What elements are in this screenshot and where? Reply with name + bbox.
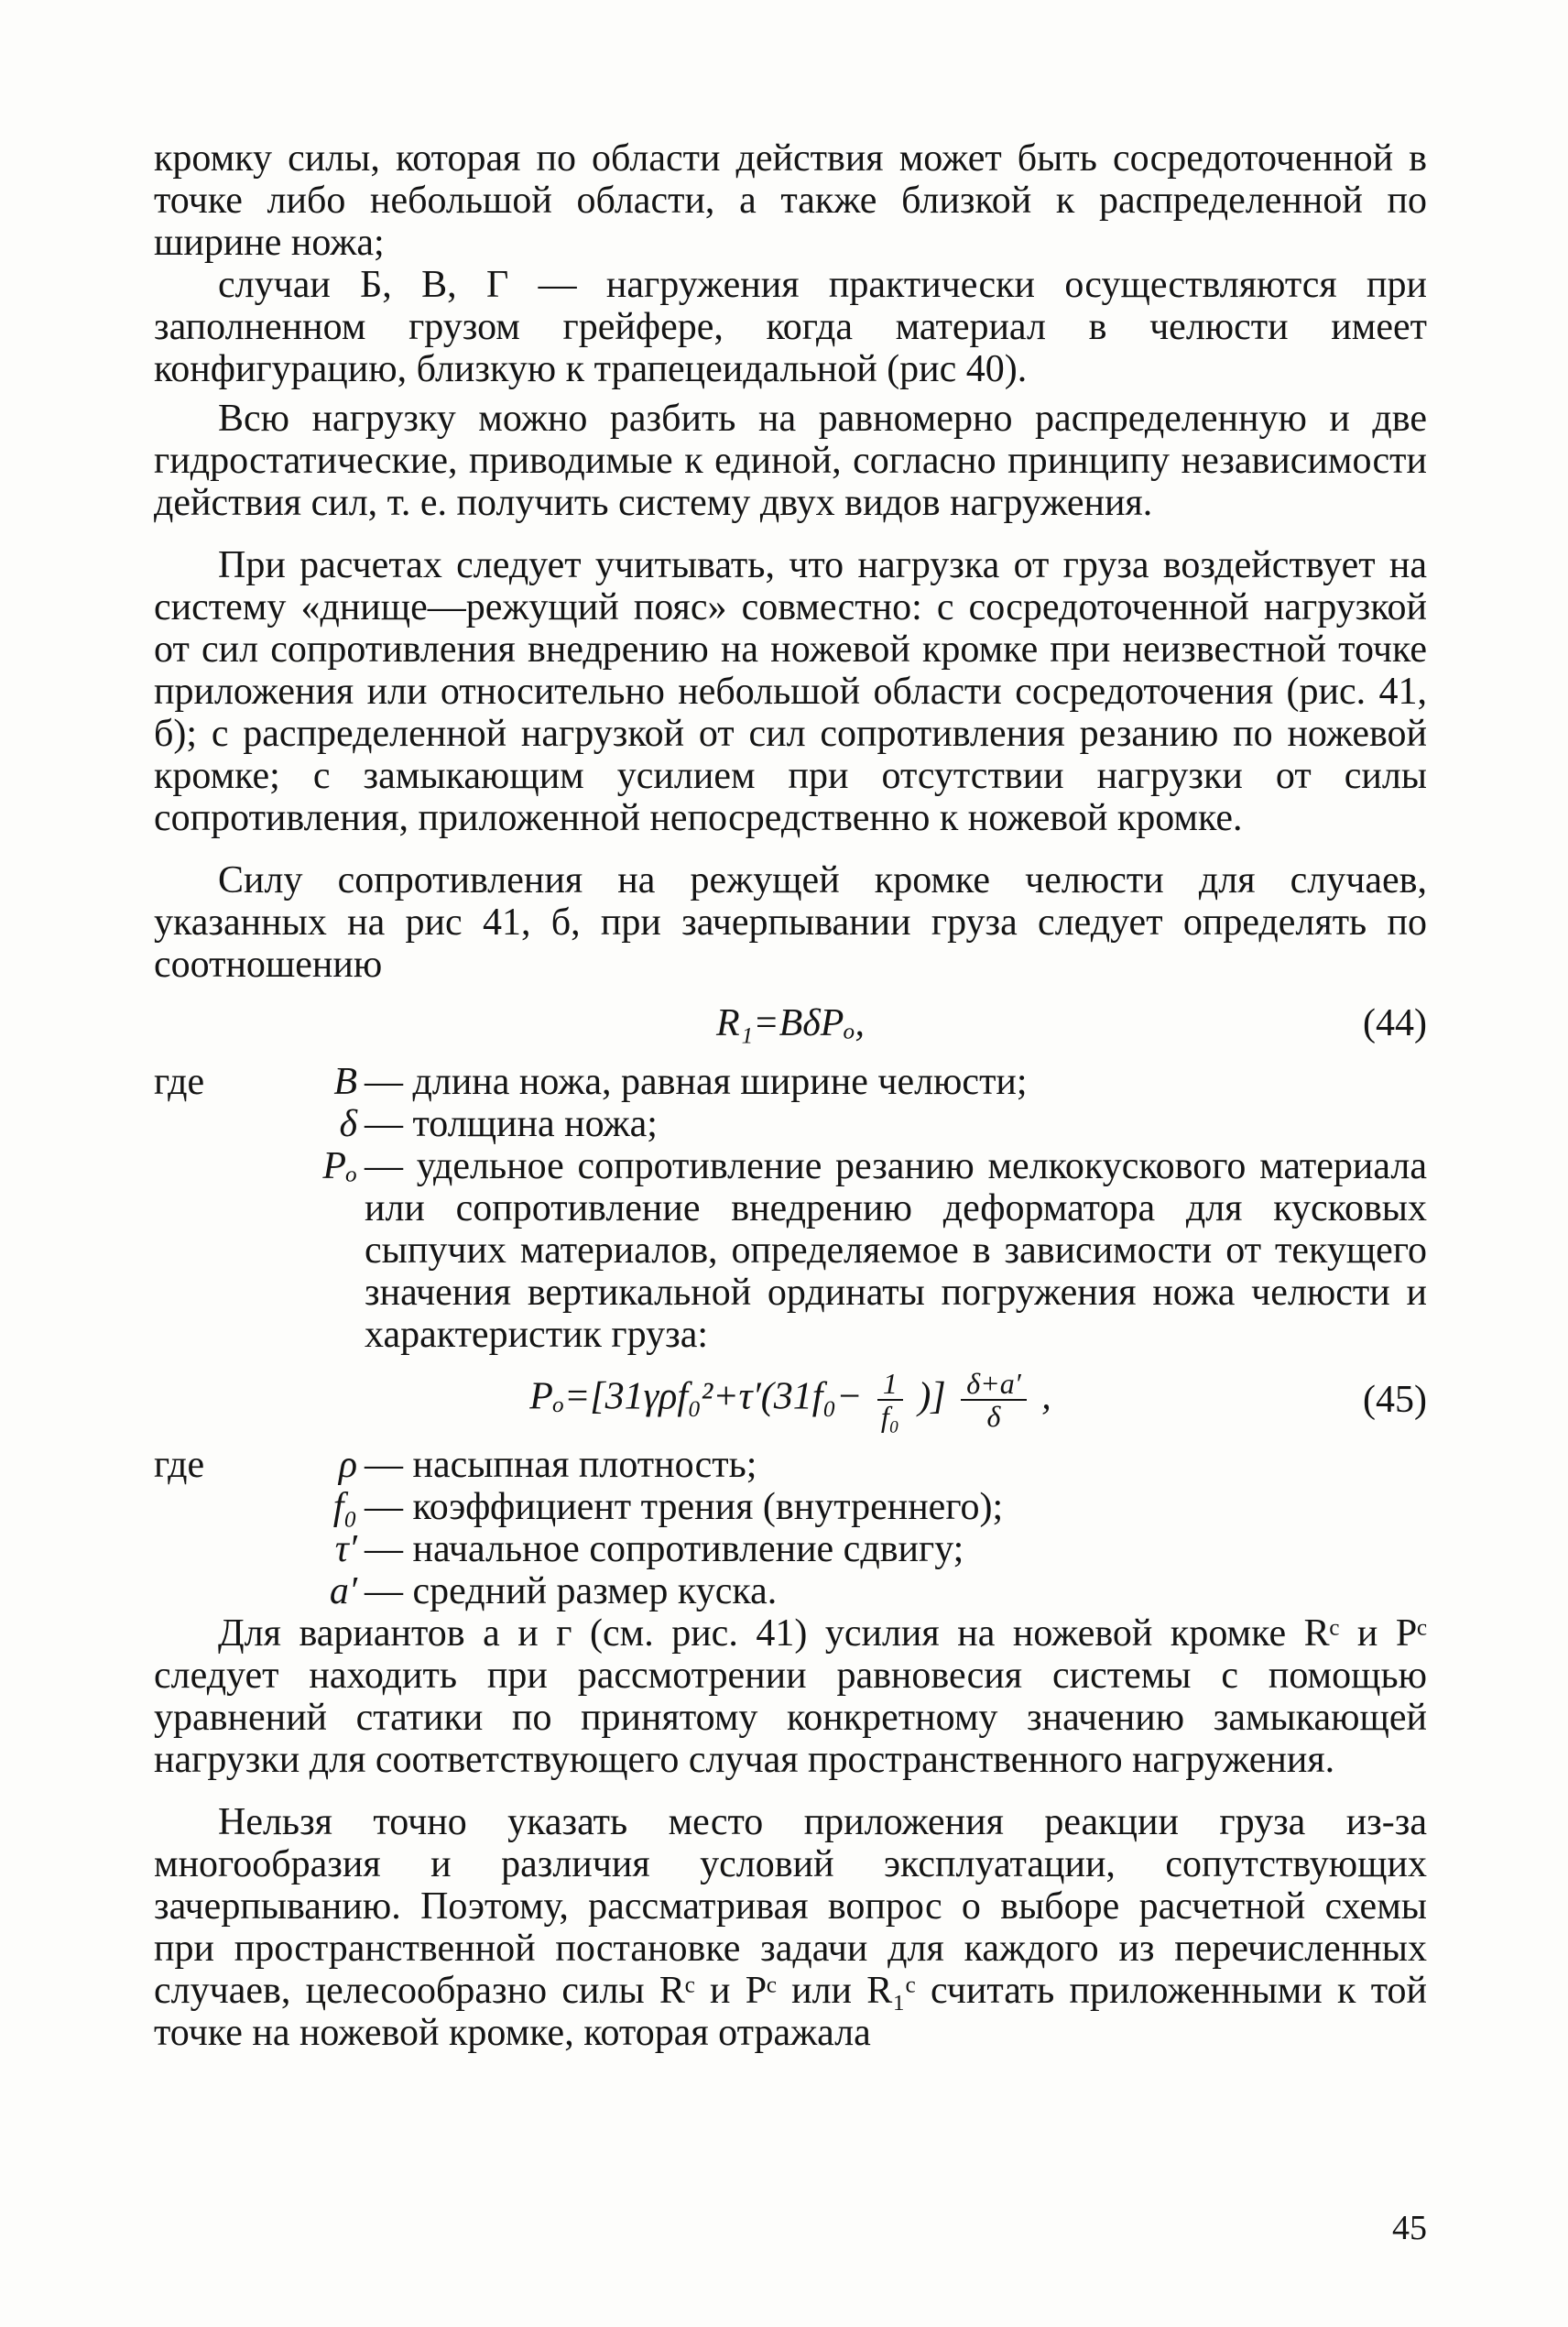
definition-text: — толщина ножа;: [365, 1103, 658, 1145]
definitions-list-2: [154, 1444, 1427, 1612]
definitions-where-label: где: [154, 1444, 205, 1486]
definition-symbol: δ: [339, 1103, 357, 1145]
page-body: [154, 137, 1427, 2054]
definition-text: — насыпная плотность;: [365, 1444, 757, 1486]
definition-symbol: a′: [329, 1570, 357, 1612]
fraction-numerator: 1: [877, 1368, 903, 1401]
paragraph-4: При расчетах следует учитывать, что нагрузка от груза воздействует на систему «днище—режущий пояс» совместно: с сосредоточенной нагрузкой от сил сопротивления внедрению на ножевой кромке при неизвестной точке приложения или относительно небольшой области сосредоточения (рис. 41, б); с распределенной нагрузкой от сил сопротивления резанию по ножевой кромке; с замыкающим усилием при отсутствии нагрузки от силы сопротивления, приложенной непосредственно к ножевой кромке.: [154, 544, 1427, 839]
fraction-denominator: f₀: [880, 1400, 899, 1433]
definition-symbol: B: [333, 1061, 357, 1103]
definition-symbol: ρ: [338, 1444, 357, 1486]
definition-symbol: Pₒ: [322, 1145, 357, 1187]
fraction-denominator: δ: [986, 1400, 1001, 1433]
formula-45-left: Pₒ=[31γρf₀²+τ′(31f₀−: [529, 1375, 863, 1418]
paragraph-5: Силу сопротивления на режущей кромке челюсти для случаев, указанных на рис 41, б, при зачерпывании груза следует определять по соотношению: [154, 859, 1427, 986]
definitions-list-1: [154, 1061, 1427, 1356]
definition-text: — начальное сопротивление сдвигу;: [365, 1528, 964, 1570]
paragraph-6: Для вариантов а и г (см. рис. 41) усилия на ножевой кромке Rᶜ и Pᶜ следует находить при рассмотрении равновесия системы с помощью уравнений статики по принятому конкретному значению замыкающей нагрузки для соответствующего случая пространственного нагружения.: [154, 1612, 1427, 1781]
page-number: 45: [1392, 2209, 1427, 2247]
formula-45-expression: [529, 1368, 1051, 1432]
formula-45-number: (45): [1363, 1379, 1427, 1421]
fraction-numerator: δ+a′: [961, 1368, 1026, 1401]
formula-45-close: )]: [918, 1375, 946, 1418]
definition-text: — средний размер куска.: [365, 1570, 778, 1612]
formula-44: [154, 995, 1427, 1052]
definition-symbol: τ′: [334, 1528, 357, 1570]
definitions-where-label: где: [154, 1061, 205, 1103]
definition-text: — удельное сопротивление резанию мелкокускового материала или сопротивление внедрению деформатора для кусковых сыпучих материалов, определяемое в зависимости от текущего значения вертикальной ординаты погружения ножа челюсти и характеристик груза:: [365, 1145, 1427, 1356]
formula-45-tail: ,: [1041, 1375, 1051, 1418]
formula-44-expression: R₁=BδPₒ,: [716, 1002, 865, 1044]
paragraph-1: кромку силы, которая по области действия может быть сосредоточенной в точке либо небольшой области, а также близкой к распределенной по ширине ножа;: [154, 137, 1427, 264]
formula-45: [154, 1365, 1427, 1435]
paragraph-2: случаи Б, В, Г — нагружения практически осуществляются при заполненном грузом грейфере, когда материал в челюсти имеет конфигурацию, близкую к трапецеидальной (рис 40).: [154, 264, 1427, 390]
formula-45-fraction-1: [877, 1368, 903, 1432]
definition-text: — коэффициент трения (внутреннего);: [365, 1486, 1004, 1528]
formula-44-number: (44): [1363, 1002, 1427, 1044]
definition-text: — длина ножа, равная ширине челюсти;: [365, 1061, 1028, 1103]
formula-45-fraction-2: [961, 1368, 1026, 1432]
paragraph-7: Нельзя точно указать место приложения реакции груза из-за многообразия и различия условий эксплуатации, сопутствующих зачерпыванию. Поэтому, рассматривая вопрос о выборе расчетной схемы при пространственной постановке задачи для каждого из перечисленных случаев, целесообразно силы Rᶜ и Pᶜ или R₁ᶜ считать приложенными к той точке на ножевой кромке, которая отражала: [154, 1801, 1427, 2054]
paragraph-3: Всю нагрузку можно разбить на равномерно распределенную и две гидростатические, приводимые к единой, согласно принципу независимости действия сил, т. е. получить систему двух видов нагружения.: [154, 398, 1427, 524]
definition-symbol: f₀: [332, 1486, 357, 1528]
